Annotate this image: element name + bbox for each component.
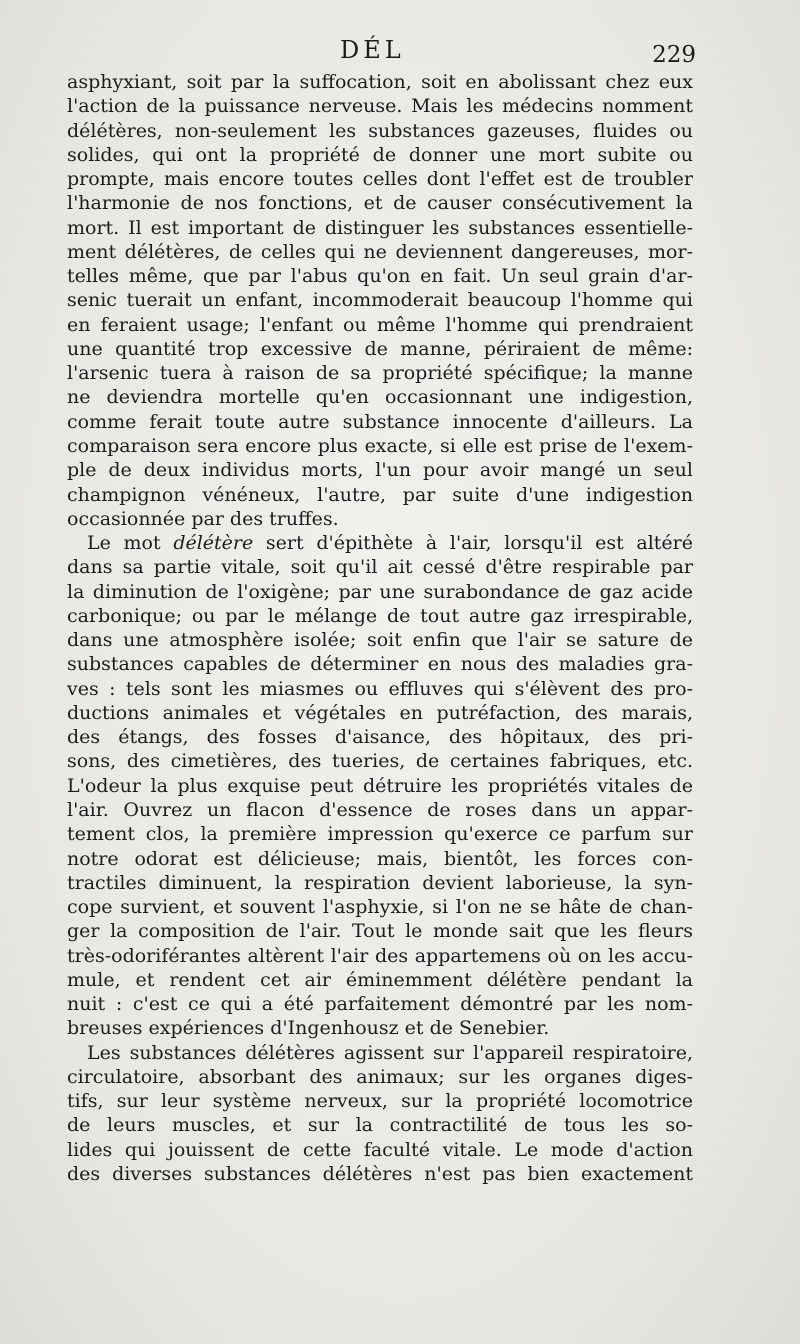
text-line: l'air. Ouvrez un flacon d'essence de roses dans un appar- (67, 798, 693, 821)
text-line: des étangs, des fosses d'aisance, des hôpitaux, des pri- (67, 726, 693, 749)
text-line: prompte, mais encore toutes celles dont l'effet est de troubler (67, 168, 693, 191)
text-line: l'action de la puissance nerveuse. Mais les médecins nomment (67, 95, 693, 118)
text-line: la diminution de l'oxigène; par une surabondance de gaz acide (67, 580, 693, 603)
text-line: Les substances délétères agissent sur l'appareil respiratoire, (87, 1041, 693, 1064)
body-text (67, 70, 693, 1186)
text-line: ger la composition de l'air. Tout le monde sait que les fleurs (67, 920, 693, 943)
text-line: tractiles diminuent, la respiration devient laborieuse, la syn- (67, 871, 693, 894)
text-line: occasionnée par des truffes. (67, 507, 339, 530)
text-line (67, 531, 693, 555)
text-line: ductions animales et végétales en putréfaction, des marais, (67, 701, 693, 724)
text-segment: Le mot (87, 532, 174, 555)
running-head-title: DÉL (340, 36, 405, 64)
text-line: tifs, sur leur système nerveux, sur la propriété locomotrice (67, 1090, 693, 1113)
text-line: ment délétères, de celles qui ne deviennent dangereuses, mor- (67, 240, 693, 263)
text-line: comparaison sera encore plus exacte, si elle est prise de l'exem- (67, 434, 693, 457)
text-line: de leurs muscles, et sur la contractilité de tous les so- (67, 1114, 693, 1137)
text-line: L'odeur la plus exquise peut détruire les propriétés vitales de (67, 774, 693, 797)
text-line: l'harmonie de nos fonctions, et de causer consécutivement la (67, 192, 693, 215)
text-line: délétères, non-seulement les substances gazeuses, fluides ou (67, 119, 693, 142)
running-head (0, 36, 800, 66)
text-line: dans une atmosphère isolée; soit enfin que l'air se sature de (67, 629, 693, 652)
text-line: nuit : c'est ce qui a été parfaitement démontré par les nom- (67, 993, 693, 1016)
text-line: circulatoire, absorbant des animaux; sur les organes diges- (67, 1065, 693, 1088)
text-line: des diverses substances délétères n'est pas bien exactement (67, 1162, 693, 1185)
text-line: mule, et rendent cet air éminemment délétère pendant la (67, 968, 693, 991)
text-line: ple de deux individus morts, l'un pour avoir mangé un seul (67, 459, 693, 482)
text-line: breuses expériences d'Ingenhousz et de Senebier. (67, 1017, 550, 1040)
text-line: champignon vénéneux, l'autre, par suite d'une indigestion (67, 483, 693, 506)
text-line: lides qui jouissent de cette faculté vitale. Le mode d'action (67, 1138, 693, 1161)
text-line: asphyxiant, soit par la suffocation, soit en abolissant chez eux (67, 71, 693, 93)
text-line: en feraient usage; l'enfant ou même l'homme qui prendraient (67, 313, 693, 336)
text-line: très-odoriférantes altèrent l'air des appartemens où on les accu- (67, 944, 693, 967)
text-line: senic tuerait un enfant, incommoderait beaucoup l'homme qui (67, 289, 693, 312)
page-number: 229 (652, 42, 696, 68)
text-line: carbonique; ou par le mélange de tout autre gaz irrespirable, (67, 604, 693, 627)
text-line: cope survient, et souvent l'asphyxie, si l'on ne se hâte de chan- (67, 896, 693, 919)
text-line: substances capables de déterminer en nous des maladies gra- (67, 653, 693, 676)
text-segment: sert d'épithète à l'air, lorsqu'il est altéré (253, 532, 693, 555)
text-line: une quantité trop excessive de manne, périraient de même: (67, 337, 693, 360)
text-line: telles même, que par l'abus qu'on en fait. Un seul grain d'ar- (67, 265, 693, 288)
text-line: dans sa partie vitale, soit qu'il ait cessé d'être respirable par (67, 556, 693, 579)
italic-term: délétère (173, 532, 254, 555)
text-line: notre odorat est délicieuse; mais, bientôt, les forces con- (67, 847, 693, 870)
text-line: tement clos, la première impression qu'exerce ce parfum sur (67, 823, 693, 846)
text-line: comme ferait toute autre substance innocente d'ailleurs. La (67, 410, 693, 433)
text-line: l'arsenic tuera à raison de sa propriété spécifique; la manne (67, 362, 693, 385)
text-line: ves : tels sont les miasmes ou effluves qui s'élèvent des pro- (67, 677, 693, 700)
text-line: sons, des cimetières, des tueries, de certaines fabriques, etc. (67, 750, 693, 773)
text-line: solides, qui ont la propriété de donner une mort subite ou (67, 143, 693, 166)
text-line: mort. Il est important de distinguer les substances essentielle- (67, 216, 693, 239)
text-line: ne deviendra mortelle qu'en occasionnant une indigestion, (67, 386, 693, 409)
